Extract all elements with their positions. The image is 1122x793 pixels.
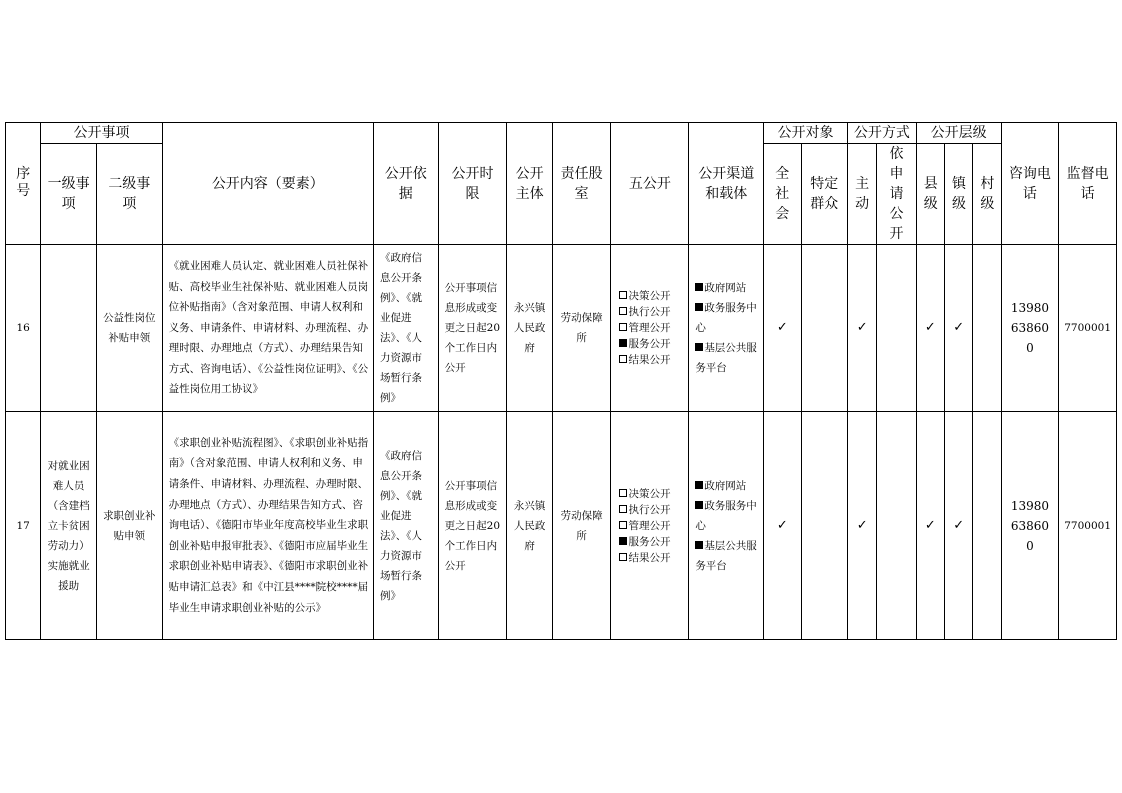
row-basis: 《政府信息公开条例》、《就业促进法》、《人力资源市场暂行条例》	[373, 245, 438, 412]
header-tier-group: 公开层级	[916, 123, 1001, 144]
checkbox-icon	[695, 343, 703, 351]
channel-item: 政务服务中心	[695, 499, 757, 532]
row-method-active-check: ✓	[848, 245, 877, 412]
five-item: 执行公开	[619, 304, 688, 320]
checkbox-icon	[619, 323, 627, 331]
table-row	[6, 412, 1117, 640]
row-time-limit: 公开事项信息形成或变更之日起20个工作日内公开	[438, 412, 507, 640]
row-consult-phone: 13980638600	[1001, 245, 1059, 412]
row-audience-all-check: ✓	[764, 412, 801, 640]
row-consult-phone: 13980638600	[1001, 412, 1059, 640]
header-channels: 公开渠道和载体	[689, 123, 764, 245]
header-supervise: 监督电话	[1059, 123, 1117, 245]
row-tier-town-check: ✓	[945, 412, 973, 640]
channel-item: 基层公共服务平台	[695, 539, 757, 572]
channel-item: 基层公共服务平台	[695, 342, 757, 374]
header-audience-all: 全社会	[764, 144, 801, 245]
header-method-active: 主动	[848, 144, 877, 245]
row-method-active-check: ✓	[848, 412, 877, 640]
five-item: 服务公开	[619, 534, 688, 550]
row-method-request-check	[877, 245, 916, 412]
five-item: 结果公开	[619, 352, 688, 368]
row-method-request-check	[877, 412, 916, 640]
checkbox-icon	[619, 339, 627, 347]
row-seq: 17	[6, 412, 41, 640]
header-method-group: 公开方式	[848, 123, 917, 144]
header-audience-group: 公开对象	[764, 123, 848, 144]
row-level2: 公益性岗位补贴申领	[96, 245, 162, 412]
row-audience-specific-check	[801, 245, 848, 412]
table-row	[6, 245, 1117, 412]
checkbox-icon	[619, 521, 627, 529]
row-channels-list	[689, 412, 764, 640]
checkbox-icon	[619, 307, 627, 315]
header-subject: 公开主体	[507, 123, 552, 245]
disclosure-table	[5, 122, 1117, 640]
row-supervise-phone: 7700001	[1059, 412, 1117, 640]
checkbox-icon	[695, 481, 703, 489]
row-content: 《就业困难人员认定、就业困难人员社保补贴、高校毕业生社保补贴、就业困难人员岗位补贴指南》（含对象范围、申请人权利和义务、申请条件、申请材料、办理流程、办理时限、办理地点（方式）、办理结果告知方式、咨询电话）、《公益性岗位证明》、《公益性岗位用工协议》	[162, 245, 373, 412]
row-basis: 《政府信息公开条例》、《就业促进法》、《人力资源市场暂行条例》	[373, 412, 438, 640]
five-item: 决策公开	[619, 486, 688, 502]
row-content: 《求职创业补贴流程图》、《求职创业补贴指南》（含对象范围、申请人权利和义务、申请条件、申请材料、办理流程、办理时限、办理地点（方式）、办理结果告知方式、咨询电话）、《德阳市毕业年度高校毕业生求职创业补贴申报审批表》、《德阳市应届毕业生求职创业补贴申请表》、《德阳市求职创业补贴申请汇总表》和《中江县****院校****届毕业生申请求职创业补贴的公示》	[162, 412, 373, 640]
checkbox-icon	[695, 501, 703, 509]
channel-item: 政府网站	[695, 278, 763, 298]
header-level1: 一级事项	[41, 144, 97, 245]
header-method-request: 依申请公开	[877, 144, 916, 245]
checkbox-icon	[695, 303, 703, 311]
checkbox-icon	[619, 291, 627, 299]
five-item: 管理公开	[619, 518, 688, 534]
header-content: 公开内容（要素）	[162, 123, 373, 245]
row-subject: 永兴镇人民政府	[507, 412, 552, 640]
row-level1: 对就业困难人员（含建档立卡贫困劳动力）实施就业援助	[41, 412, 97, 640]
checkbox-icon	[619, 355, 627, 363]
header-office: 责任股室	[552, 123, 611, 245]
row-time-limit: 公开事项信息形成或变更之日起20个工作日内公开	[438, 245, 507, 412]
row-seq: 16	[6, 245, 41, 412]
five-item: 服务公开	[619, 336, 688, 352]
checkbox-icon	[695, 283, 703, 291]
row-five-list	[611, 245, 689, 412]
row-tier-town-check: ✓	[945, 245, 973, 412]
five-item: 管理公开	[619, 320, 688, 336]
header-level2: 二级事项	[96, 144, 162, 245]
row-audience-all-check: ✓	[764, 245, 801, 412]
row-supervise-phone: 7700001	[1059, 245, 1117, 412]
checkbox-icon	[619, 537, 627, 545]
row-channels-list	[689, 245, 764, 412]
header-consult: 咨询电话	[1001, 123, 1059, 245]
checkbox-icon	[619, 489, 627, 497]
header-tier-town: 镇级	[945, 144, 973, 245]
header-seq: 序号	[6, 123, 41, 245]
channel-item: 政府网站	[695, 476, 763, 496]
row-level1	[41, 245, 97, 412]
row-tier-county-check: ✓	[916, 245, 944, 412]
row-audience-specific-check	[801, 412, 848, 640]
checkbox-icon	[695, 541, 703, 549]
header-audience-specific: 特定群众	[801, 144, 848, 245]
five-item: 决策公开	[619, 288, 688, 304]
row-tier-county-check: ✓	[916, 412, 944, 640]
checkbox-icon	[619, 553, 627, 561]
header-basis: 公开依据	[373, 123, 438, 245]
channel-item: 政务服务中心	[695, 302, 757, 334]
header-items-group: 公开事项	[41, 123, 162, 144]
header-tier-village: 村级	[973, 144, 1001, 245]
header-time-limit: 公开时限	[438, 123, 507, 245]
five-item: 执行公开	[619, 502, 688, 518]
row-level2: 求职创业补贴申领	[96, 412, 162, 640]
row-subject: 永兴镇人民政府	[507, 245, 552, 412]
row-office: 劳动保障所	[552, 412, 611, 640]
row-tier-village-check	[973, 412, 1001, 640]
row-office: 劳动保障所	[552, 245, 611, 412]
header-tier-county: 县级	[916, 144, 944, 245]
five-item: 结果公开	[619, 550, 688, 566]
row-five-list	[611, 412, 689, 640]
checkbox-icon	[619, 505, 627, 513]
header-five: 五公开	[611, 123, 689, 245]
row-tier-village-check	[973, 245, 1001, 412]
